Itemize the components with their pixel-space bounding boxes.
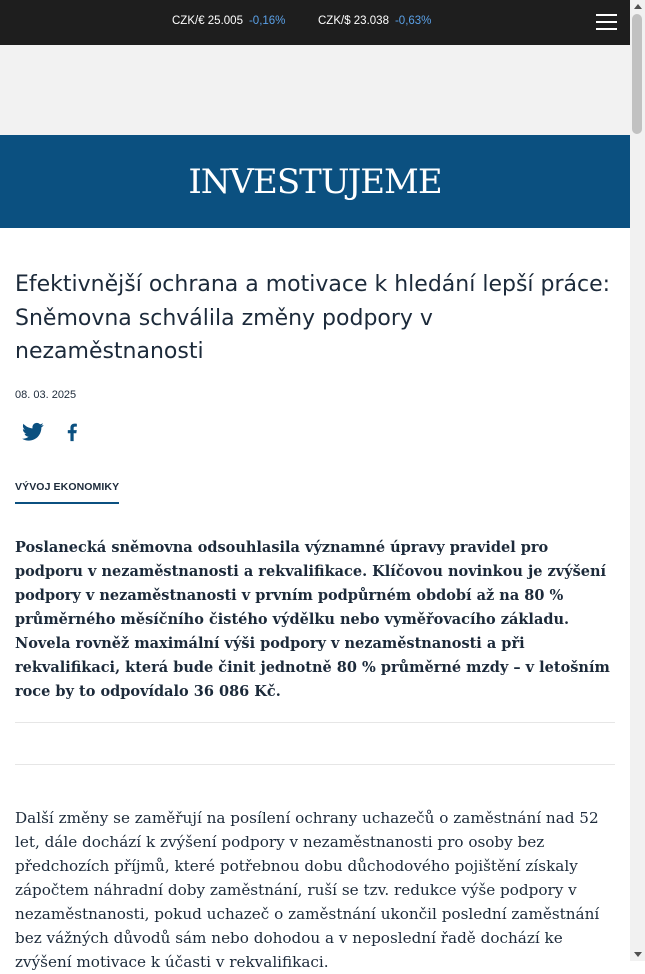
- scroll-up-icon[interactable]: [634, 4, 642, 9]
- currency-ticker: [0, 0, 630, 45]
- brand-header: [0, 135, 630, 228]
- article-body: Další změny se zaměřují na posílení ochrany uchazečů o zaměstnání nad 52 let, dále dochází k zvýšení podpory v nezaměstnanosti pro osoby bez předchozích příjmů, které potřebnou dobu důchodového pojištění získaly zápočtem náhradní doby zaměstnání, ruší se tzv. redukce výše podpory v nezaměstnanosti, pokud uchazeč o zaměstnání ukončil poslední zaměstnání bez vážných důvodů sám nebo dohodou a v neposlední řadě dochází ke zvýšení motivace k účasti v rekvalifikaci.: [15, 809, 600, 971]
- article-title: Efektivnější ochrana a motivace k hledání lepší práce: Sněmovna schválila změny podpory v nezaměstnanosti: [15, 272, 611, 364]
- scrollbar[interactable]: [630, 0, 645, 961]
- twitter-icon[interactable]: [22, 422, 44, 442]
- article-date: 08. 03. 2025: [15, 389, 77, 401]
- share-buttons: [22, 422, 83, 442]
- site-logo[interactable]: INVESTUJEME: [188, 162, 442, 202]
- divider: [15, 722, 615, 723]
- facebook-icon[interactable]: [61, 422, 83, 442]
- ticker-change: -0,63%: [394, 15, 432, 27]
- ticker-change: -0,16%: [248, 15, 286, 27]
- ticker-item-eur[interactable]: [172, 15, 285, 27]
- scrollbar-thumb[interactable]: [632, 14, 642, 134]
- ad-space: [0, 45, 630, 135]
- ticker-pair: CZK/$ 23.038: [318, 15, 389, 27]
- article-lead: Poslanecká sněmovna odsouhlasila významné úpravy pravidel pro podporu v nezaměstnanosti a rekvalifikace. Klíčovou novinkou je zvýšení podpory v nezaměstnanosti v prvním podpůrném období až na 80 % průměrného měsíčního čistého výdělku nebo vyměřovacího základu. Novela rovněž maximální výši podpory v nezaměstnanosti a při rekvalifikaci, která bude činit jednotně 80 % průměrné mzdy – v letošním roce by to odpovídalo 36 086 Kč.: [15, 539, 610, 700]
- ticker-item-usd[interactable]: [318, 15, 431, 27]
- divider: [15, 764, 615, 765]
- hamburger-menu-icon[interactable]: [596, 14, 617, 30]
- scroll-down-icon[interactable]: [634, 952, 642, 957]
- ticker-pair: CZK/€ 25.005: [172, 15, 243, 27]
- category-tag[interactable]: VÝVOJ EKONOMIKY: [15, 481, 119, 504]
